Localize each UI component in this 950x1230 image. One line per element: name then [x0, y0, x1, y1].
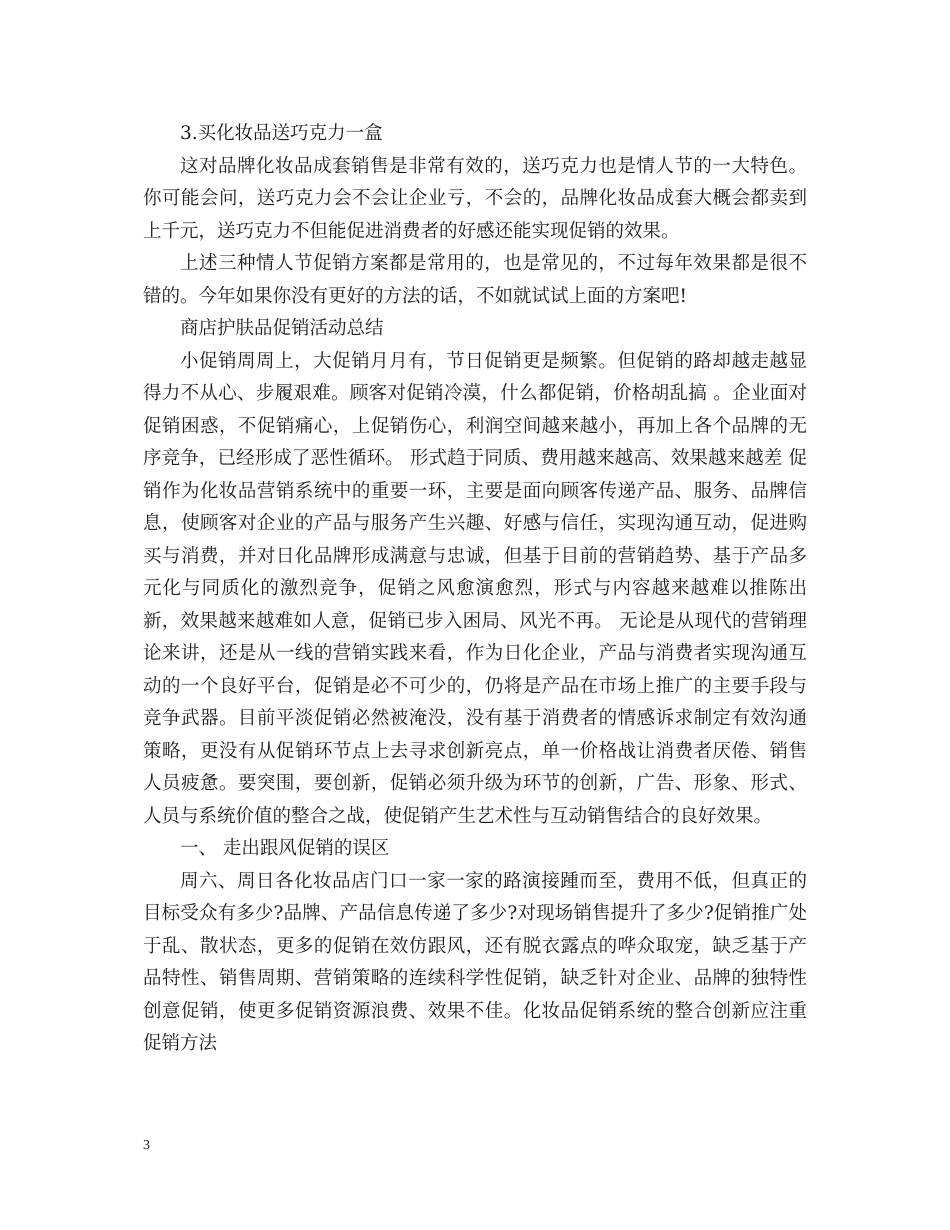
document-body: [143, 118, 807, 1061]
paragraph-valentine-summary: 上述三种情人节促销方案都是常用的，也是常见的，不过每年效果都是很不错的。今年如果你没有更好的方法的话，不如就试试上面的方案吧!: [143, 253, 807, 307]
heading-skincare-promotion-summary: 商店护肤品促销活动总结: [180, 318, 384, 339]
paragraph-weekend-roadshows: 周六、周日各化妆品店门口一家一家的路演接踵而至，费用不低，但真正的目标受众有多少?品牌、产品信息传递了多少?对现场销售提升了多少?促销推广处于乱、散状态，更多的促销在效仿跟风，还有脱衣露点的哗众取宠，缺乏基于产品特性、销售周期、营销策略的连续科学性促销，缺乏针对企业、品牌的独特性创意促销，使更多促销资源浪费、效果不佳。化妆品促销系统的整合创新应注重促销方法: [143, 870, 807, 1054]
page-number: 3: [143, 1138, 150, 1153]
heading-section-one: 一、 走出跟风促销的误区: [180, 838, 390, 859]
heading-gift-chocolate: 3.买化妆品送巧克力一盒: [180, 123, 383, 144]
paragraph-promotion-dilemma: 小促销周周上，大促销月月有，节日促销更是频繁。但促销的路却越走越显得力不从心、步履艰难。顾客对促销冷漠，什么都促销，价格胡乱搞 。企业面对促销困惑，不促销痛心，上促销伤心，利润空间越来越小，再加上各个品牌的无序竞争，已经形成了恶性循环。 形式趋于同质、费用越来越高、效果越来越差 促销作为化妆品营销系统中的重要一环，主要是面向顾客传递产品、服务、品牌信息，使顾客对企业的产品与服务产生兴趣、好感与信任，实现沟通互动，促进购买与消费，并对日化品牌形成满意与忠诚，但基于目前的营销趋势、基于产品多元化与同质化的激烈竞争，促销之风愈演愈烈，形式与内容越来越难以推陈出新，效果越来越难如人意，促销已步入困局、风光不再。 无论是从现代的营销理论来讲，还是从一线的营销实践来看，作为日化企业，产品与消费者实现沟通互动的一个良好平台，促销是必不可少的，仍将是产品在市场上推广的主要手段与竞争武器。目前平淡促销必然被淹没，没有基于消费者的情感诉求制定有效沟通策略，更没有从促销环节点上去寻求创新亮点，单一价格战让消费者厌倦、销售人员疲惫。要突围，要创新，促销必须升级为环节的创新，广告、形象、形式、人员与系统价值的整合之战，使促销产生艺术性与互动销售结合的良好效果。: [143, 350, 807, 827]
paragraph-chocolate-effect: 这对品牌化妆品成套销售是非常有效的，送巧克力也是情人节的一大特色。你可能会问，送巧克力会不会让企业亏，不会的，品牌化妆品成套大概会都卖到上千元，送巧克力不但能促进消费者的好感还能实现促销的效果。: [143, 155, 807, 242]
